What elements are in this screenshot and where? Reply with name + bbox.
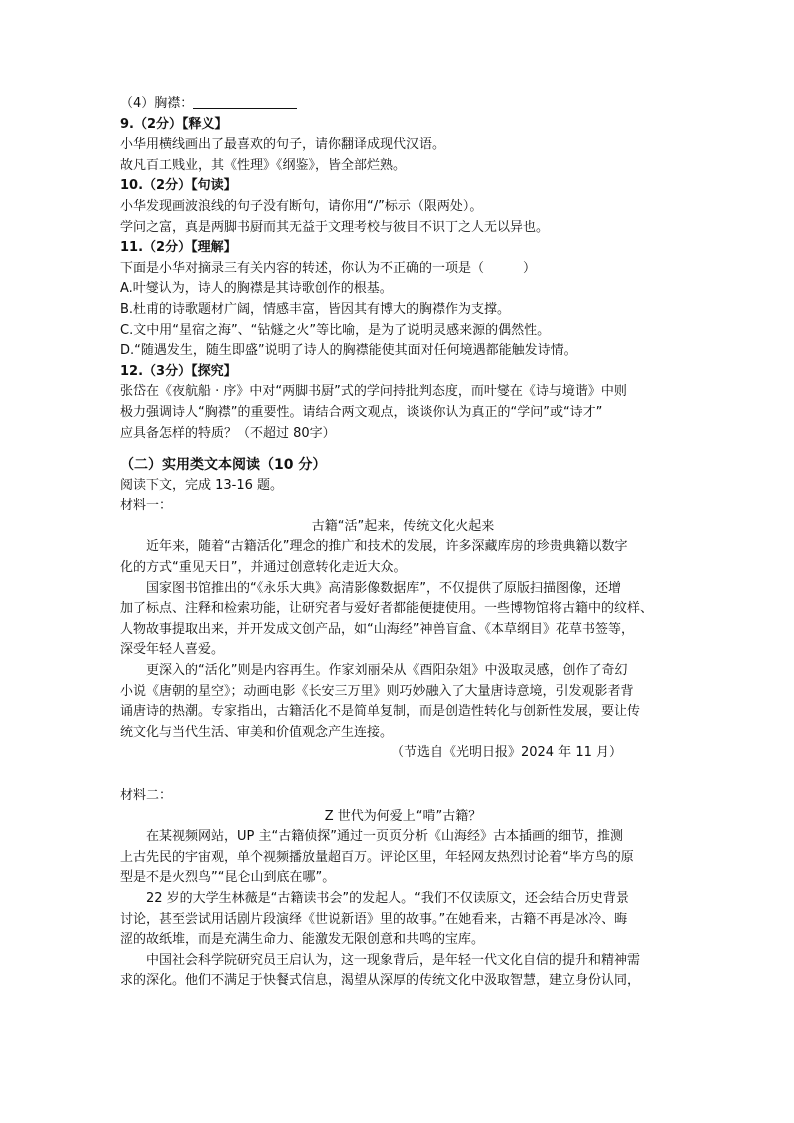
q10-title: 10.（2分）【句读】 — [120, 178, 237, 194]
spacer — [120, 764, 680, 786]
material1-p2-line: 加了标点、注释和检索功能，让研究者与爱好者都能便捷使用。一些博物馆将古籍中的纹样、 — [120, 601, 654, 617]
material1-p3-line: 小说《唐朝的星空》；动画电影《长安三万里》则巧妙融入了大量唐诗意境，引发观影者背 — [120, 683, 634, 699]
section2-title: （二）实用类文本阅读（10 分） — [120, 457, 327, 474]
material2-label: 材料二： — [120, 788, 173, 803]
q12-title: 12.（3分）【探究】 — [120, 363, 237, 379]
q8-item4-label: （4）胸襟： — [120, 96, 194, 111]
section2-instruction: 阅读下文，完成 13-16 题。 — [120, 477, 284, 493]
material2-p2-line: 涩的故纸堆，而是充满生命力、能激发无限创意和共鸣的宝库。 — [120, 932, 485, 948]
q12-line: 张岱在《夜航船 · 序》中对“两脚书厨”式的学问持批判态度，而叶燮在《诗与境谐》中则 — [120, 384, 627, 400]
material2-title: Z 世代为何爱上“啃”古籍？ — [324, 808, 482, 824]
q8-item4 — [120, 94, 680, 115]
material1-p2-line: 深受年轻人喜爱。 — [120, 642, 225, 658]
q11-prompt: 下面是小华对摘录三有关内容的转述，你认为不正确的一项是（ ） — [120, 260, 537, 276]
material2-p3-line: 求的深化。他们不满足于快餐式信息，渴望从深厚的传统文化中汲取智慧，建立身份认同， — [120, 973, 641, 989]
material1-p1-line: 近年来，随着“古籍活化”理念的推广和技术的发展，许多深藏库房的珍贵典籍以数字 — [146, 539, 628, 555]
material2-p2-line: 讨论，甚至尝试用话剧片段演绎《世说新语》里的故事。”在她看来，古籍不再是冰冷、晦 — [120, 911, 628, 927]
material1-label: 材料一： — [120, 498, 173, 514]
q11-option-d: D.“随遇发生，随生即盛”说明了诗人的胸襟能使其面对任何境遇都能触发诗情。 — [120, 343, 577, 359]
exam-page — [120, 94, 680, 992]
q12-line: 应具备怎样的特质？（不超过 80字） — [120, 425, 336, 441]
q10-prompt: 小华发现画波浪线的句子没有断句，请你用“/”标示（限两处）。 — [120, 198, 483, 214]
material1-source: （节选自《光明日报》2024 年 11 月） — [390, 745, 622, 761]
q11-title: 11.（2分）【理解】 — [120, 240, 237, 256]
q12-line: 极力强调诗人“胸襟”的重要性。请结合两文观点，谈谈你认为真正的“学问”或“诗才” — [120, 404, 603, 420]
material1-p2-line: 国家图书馆推出的“《永乐大典》高清影像数据库”，不仅提供了原版扫描图像，还增 — [146, 580, 621, 596]
material1-p1-line: 化的方式“重见天日”，并通过创意转化走近大众。 — [120, 560, 407, 576]
material1-title: 古籍“活”起来，传统文化火起来 — [311, 518, 495, 534]
material1-p3-line: 更深入的“活化”则是内容再生。作家刘丽朵从《酉阳杂俎》中汲取灵感，创作了奇幻 — [146, 663, 628, 679]
material1-p3-line: 诵唐诗的热潮。专家指出，古籍活化不是简单复制，而是创造性转化与创新性发展，要让传 — [120, 704, 641, 720]
q9-title: 9.（2分）【释义】 — [120, 116, 228, 132]
q9-text: 故凡百工贱业，其《性理》《纲鉴》，皆全部烂熟。 — [120, 157, 407, 173]
material2-p1-line: 型是不是火烈鸟”“昆仑山到底在哪”。 — [120, 870, 336, 886]
q9-prompt: 小华用横线画出了最喜欢的句子，请你翻译成现代汉语。 — [120, 137, 446, 153]
q10-text: 学问之富，真是两脚书厨而其无益于文理考校与彼目不识丁之人无以异也。 — [120, 219, 550, 235]
q11-option-c: C.文中用“星宿之海”、“钻燧之火”等比喻，是为了说明灵感来源的偶然性。 — [120, 322, 551, 338]
material2-p2-line: 22 岁的大学生林薇是“古籍读书会”的发起人。“我们不仅读原文，还会结合历史背景 — [146, 890, 629, 906]
material2-p3-line: 中国社会科学院研究员王启认为，这一现象背后，是年轻一代文化自信的提升和精神需 — [146, 952, 641, 968]
material1-p2-line: 人物故事提取出来，并开发成文创产品，如“山海经”神兽盲盒、《本草纲目》花草书签等， — [120, 621, 634, 637]
material1-p3-line: 统文化与当代生活、审美和价值观念产生连接。 — [120, 724, 394, 740]
q11-option-a: A.叶燮认为，诗人的胸襟是其诗歌创作的根基。 — [120, 281, 393, 297]
answer-blank[interactable] — [193, 95, 297, 109]
material2-p1-line: 在某视频网站，UP 主“古籍侦探”通过一页页分析《山海经》古本插画的细节，推测 — [146, 829, 623, 845]
q11-option-b: B.杜甫的诗歌题材广阔，情感丰富，皆因其有博大的胸襟作为支撑。 — [120, 301, 511, 317]
material2-p1-line: 上古先民的宇宙观，单个视频播放量超百万。评论区里，年轻网友热烈讨论着“毕方鸟的原 — [120, 849, 634, 865]
